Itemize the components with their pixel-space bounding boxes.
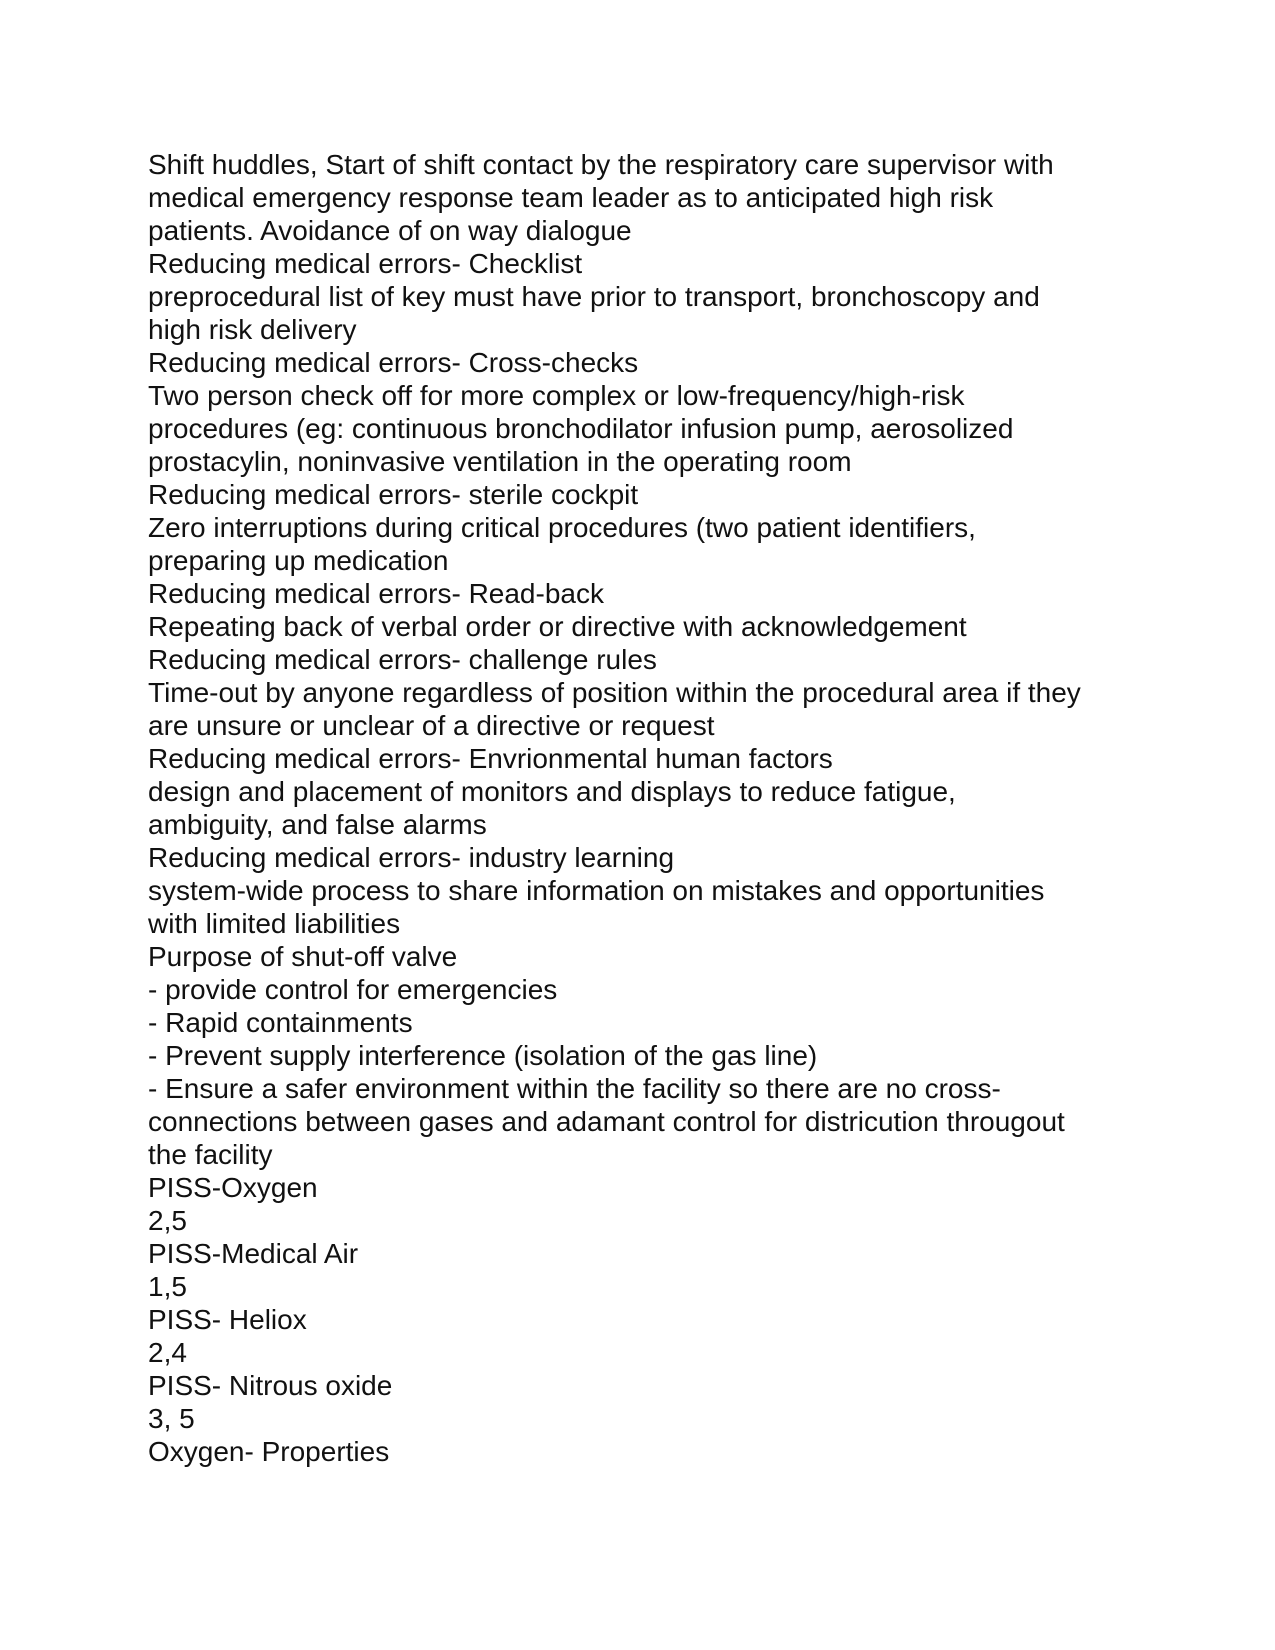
- text-line: PISS-Oxygen: [148, 1172, 318, 1203]
- text-line: Repeating back of verbal order or directive with acknowledgement: [148, 611, 967, 642]
- text-line: prostacylin, noninvasive ventilation in the operating room: [148, 446, 852, 477]
- text-line: system-wide process to share information on mistakes and opportunities: [148, 875, 1045, 906]
- text-line: - Ensure a safer environment within the facility so there are no cross-: [148, 1073, 1001, 1104]
- text-line: Shift huddles, Start of shift contact by the respiratory care supervisor with: [148, 149, 1054, 180]
- document-body: [148, 148, 1128, 1468]
- text-line: - Rapid containments: [148, 1007, 413, 1038]
- text-line: preprocedural list of key must have prior to transport, bronchoscopy and: [148, 281, 1040, 312]
- text-line: with limited liabilities: [148, 908, 401, 939]
- text-line: - Prevent supply interference (isolation of the gas line): [148, 1040, 818, 1071]
- text-line: procedures (eg: continuous bronchodilator infusion pump, aerosolized: [148, 413, 1014, 444]
- text-line: 2,4: [148, 1337, 187, 1368]
- text-line: Reducing medical errors- challenge rules: [148, 644, 657, 675]
- text-line: Reducing medical errors- Checklist: [148, 248, 583, 279]
- text-line: Reducing medical errors- Envrionmental human factors: [148, 743, 833, 774]
- text-line: the facility: [148, 1139, 273, 1170]
- text-line: connections between gases and adamant control for districution througout: [148, 1106, 1065, 1137]
- text-line: - provide control for emergencies: [148, 974, 558, 1005]
- text-line: PISS- Nitrous oxide: [148, 1370, 393, 1401]
- text-line: ambiguity, and false alarms: [148, 809, 487, 840]
- text-line: Reducing medical errors- Read-back: [148, 578, 604, 609]
- text-line: Two person check off for more complex or low-frequency/high-risk: [148, 380, 965, 411]
- text-line: PISS- Heliox: [148, 1304, 307, 1335]
- text-line: design and placement of monitors and displays to reduce fatigue,: [148, 776, 956, 807]
- text-line: 2,5: [148, 1205, 187, 1236]
- text-line: high risk delivery: [148, 314, 357, 345]
- text-line: Oxygen- Properties: [148, 1436, 390, 1467]
- text-line: 3, 5: [148, 1403, 195, 1434]
- text-line: medical emergency response team leader as to anticipated high risk: [148, 182, 994, 213]
- text-line: are unsure or unclear of a directive or request: [148, 710, 715, 741]
- text-line: PISS-Medical Air: [148, 1238, 359, 1269]
- text-line: Reducing medical errors- Cross-checks: [148, 347, 639, 378]
- text-line: Purpose of shut-off valve: [148, 941, 458, 972]
- text-line: patients. Avoidance of on way dialogue: [148, 215, 632, 246]
- text-line: Zero interruptions during critical procedures (two patient identifiers,: [148, 512, 976, 543]
- text-line: Time-out by anyone regardless of position within the procedural area if they: [148, 677, 1081, 708]
- text-line: preparing up medication: [148, 545, 449, 576]
- text-line: Reducing medical errors- sterile cockpit: [148, 479, 639, 510]
- text-line: 1,5: [148, 1271, 187, 1302]
- text-line: Reducing medical errors- industry learning: [148, 842, 675, 873]
